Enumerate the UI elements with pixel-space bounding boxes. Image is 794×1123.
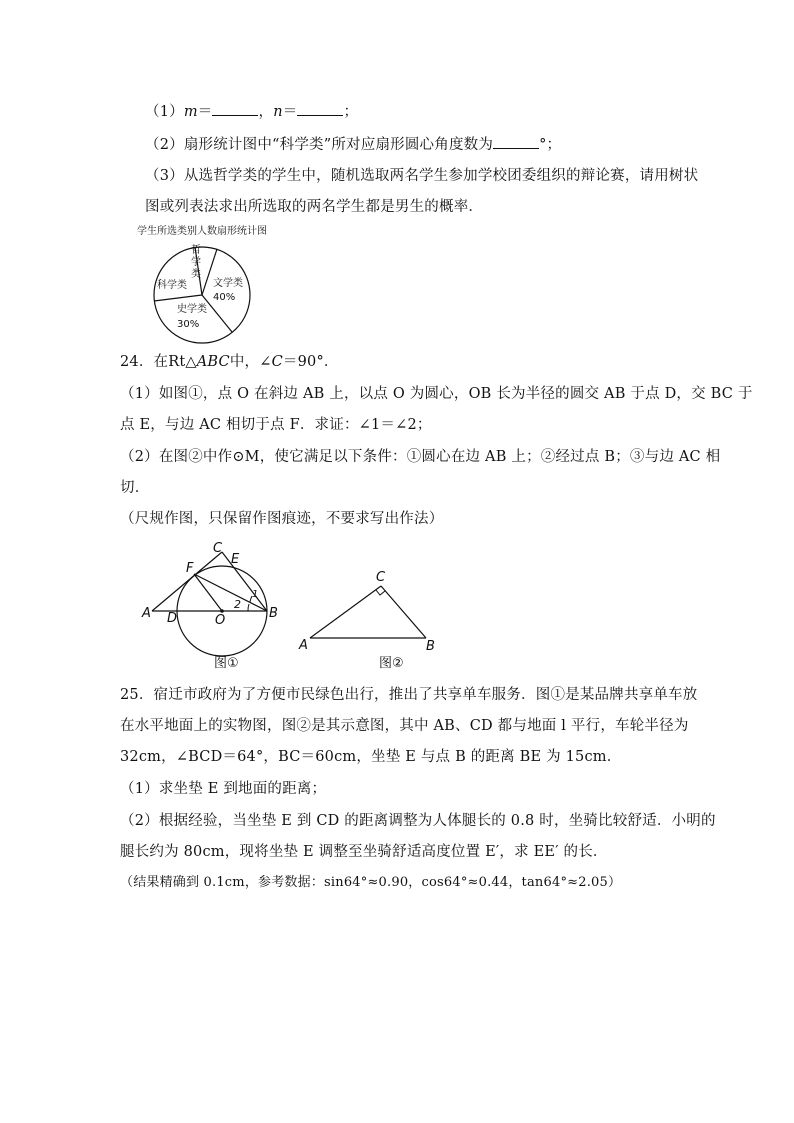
equals: ＝ <box>282 104 298 120</box>
label-e: E <box>231 552 240 567</box>
q24-note: （尺规作图，只保留作图痕迹，不要求写出作法） <box>120 511 444 527</box>
var-n: n <box>273 104 283 120</box>
label-a: A <box>142 606 151 621</box>
slice-label-philosophy-1: 哲 <box>191 245 201 256</box>
label-a: A <box>299 638 308 653</box>
label-angle-2: 2 <box>234 598 241 611</box>
q25-part2-line2: 腿长约为 80cm，现将坐垫 E 调整至坐骑舒适高度位置 E′，求 EE′ 的长． <box>120 844 608 860</box>
figure-2 <box>295 568 445 673</box>
q25-line2: 在水平地面上的实物图，图②是其示意图，其中 AB、CD 都与地面 l 平行，车轮半径为 <box>120 718 689 734</box>
stem-text: ＝90°． <box>282 354 339 370</box>
label-d: D <box>167 611 178 626</box>
q25-part2-line1: （2）根据经验，当坐垫 E 到 CD 的距离调整为人体腿长的 0.8 时，坐骑比较舒适．小明的 <box>120 813 716 829</box>
slice-value-history: 30% <box>177 319 200 330</box>
q24-part2-line1: （2）在图②中作⊙M，使它满足以下条件：①圆心在边 AB 上；②经过点 B；③与边 AC 相 <box>120 449 721 465</box>
answer-blank-n[interactable] <box>297 101 343 116</box>
q23-part3-line1: （3）从选哲学类的学生中，随机选取两名学生参加学校团委组织的辩论赛，请用树状 <box>145 168 699 184</box>
part2-text: （2）扇形统计图中“科学类”所对应扇形圆心角度数为 <box>145 137 494 153</box>
pie-chart <box>135 222 315 344</box>
q25-line1: 25．宿迁市政府为了方便市民绿色出行，推出了共享单车服务．图①是某品牌共享单车放 <box>120 687 698 703</box>
slice-label-philosophy-3: 类 <box>191 269 201 280</box>
part-label: （1） <box>145 104 184 120</box>
separator: ， <box>258 104 274 120</box>
slice-label-history: 史学类 <box>177 304 207 315</box>
label-c: C <box>213 541 223 556</box>
q24-part1-line1: （1）如图①，点 O 在斜边 AB 上，以点 O 为圆心，OB 长为半径的圆交 AB 于点 D，交 BC 于 <box>120 386 753 402</box>
triangle-name: ABC <box>196 354 230 370</box>
label-c: C <box>376 570 386 585</box>
angle-arc-2 <box>248 604 249 611</box>
right-angle-mark <box>376 590 385 595</box>
figure-2-caption: 图② <box>379 656 404 671</box>
q24-part1-line2: 点 E，与边 AC 相切于点 F．求证：∠1＝∠2； <box>120 417 432 433</box>
q25-part1: （1）求坐垫 E 到地面的距离； <box>120 781 327 797</box>
answer-blank-angle[interactable] <box>493 134 539 149</box>
label-b: B <box>426 639 435 654</box>
label-o: O <box>215 613 226 628</box>
q23-part2 <box>145 134 561 155</box>
stem-text: 中，∠ <box>229 354 272 370</box>
answer-blank-m[interactable] <box>212 101 258 116</box>
slice-value-literature: 40% <box>213 292 236 303</box>
pie-chart-title: 学生所选类别人数扇形统计图 <box>137 226 267 237</box>
q24-part2-line2: 切． <box>120 480 150 496</box>
label-angle-1: 1 <box>252 589 259 600</box>
slice-label-philosophy-2: 学 <box>191 257 201 268</box>
degree-suffix: °； <box>539 137 562 153</box>
angle-vertex: C <box>271 354 283 370</box>
segment-cb <box>381 586 426 638</box>
q25-line3: 32cm，∠BCD＝64°，BC＝60cm，坐垫 E 与点 B 的距离 BE 为 15cm． <box>120 749 622 765</box>
slice-divider-science-start <box>154 295 202 301</box>
terminator: ； <box>343 104 359 120</box>
equals: ＝ <box>197 104 213 120</box>
q25-note: （结果精确到 0.1cm，参考数据：sin64°≈0.90，cos64°≈0.44，tan64°≈2.05） <box>120 875 622 890</box>
q23-part1 <box>145 101 358 122</box>
var-m: m <box>183 104 198 120</box>
label-f: F <box>186 561 194 576</box>
stem-text: 24．在Rt△ <box>120 354 197 370</box>
q23-part3-line2: 图或列表法求出所选取的两名学生都是男生的概率． <box>145 199 484 215</box>
segment-ac <box>310 586 381 638</box>
slice-label-literature: 文学类 <box>213 278 243 289</box>
pie-slices <box>154 247 250 343</box>
segment-fo <box>194 574 222 611</box>
segment-cb <box>222 552 267 611</box>
label-b: B <box>269 606 278 621</box>
figure-1 <box>138 538 288 673</box>
slice-label-science: 科学类 <box>157 280 187 291</box>
q24-stem <box>120 352 339 372</box>
figure-1-caption: 图① <box>214 656 239 671</box>
